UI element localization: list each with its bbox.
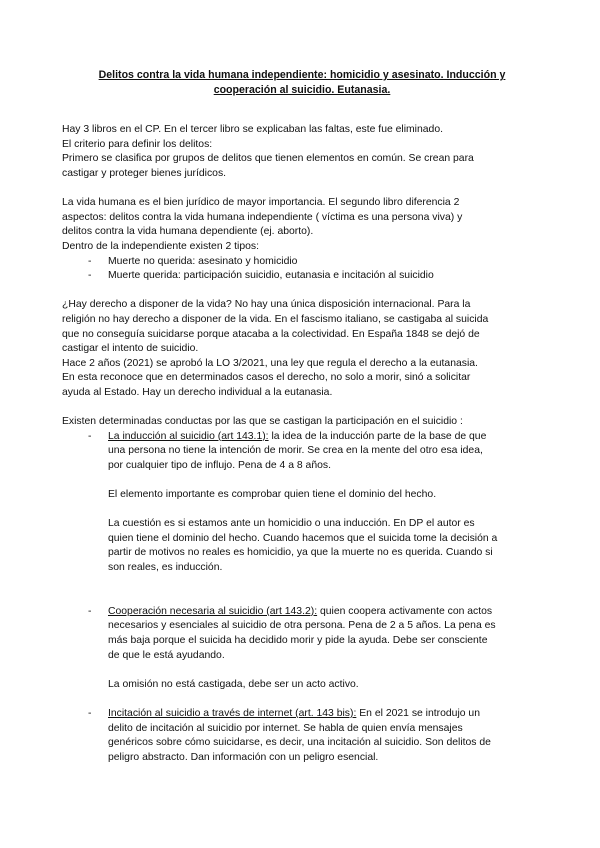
- cuestion-line: son reales, es inducción.: [108, 562, 223, 573]
- cuestion-line: La cuestión es si estamos ante un homicidio o una inducción. En DP el autor es: [108, 518, 475, 530]
- intro-line: El criterio para definir los delitos:: [62, 138, 213, 150]
- incitacion-line: delito de incitación al suicidio por internet. Se habla de quien envía mensajes: [108, 722, 463, 734]
- derecho-line: castigar el intento de suicidio.: [62, 343, 199, 355]
- derecho-line: ayuda al Estado. Hay un derecho individual a la eutanasia.: [62, 386, 333, 398]
- intro-line: Primero se clasifica por grupos de delitos que tienen elementos en común. Se crean para: [62, 153, 474, 165]
- tipos-list: [62, 255, 542, 284]
- title-line-1: Delitos contra la vida humana independiente: homicidio y asesinato. Inducción y: [98, 69, 506, 81]
- cuestion-line: quien tiene el dominio del hecho. Cuando hacemos que el suicida tome la decisión a: [108, 532, 498, 544]
- cooperacion-item: [88, 605, 542, 707]
- induccion-heading: La inducción al suicidio (art 143.1):: [108, 430, 269, 442]
- document-page: [62, 68, 542, 765]
- conductas-list: [62, 430, 542, 766]
- cooperacion-heading: Cooperación necesaria al suicidio (art 143.2):: [108, 605, 318, 617]
- list-item: - Muerte no querida: asesinato y homicidio: [88, 255, 542, 270]
- incitacion-text: En el 2021 se introdujo un: [356, 707, 480, 719]
- derecho-line: ¿Hay derecho a disponer de la vida? No hay una única disposición internacional. Para la: [62, 299, 471, 311]
- induccion-line: por cualquier tipo de influjo. Pena de 4 a 8 años.: [108, 459, 331, 471]
- induccion-text: la idea de la inducción parte de la base de que: [268, 430, 487, 442]
- incitacion-item: [88, 707, 542, 765]
- derecho-line: religión no hay derecho a disponer de la vida. En el fascismo italiano, se castigaba al suicida: [62, 313, 489, 325]
- list-item: - Muerte querida: participación suicidio, eutanasia e incitación al suicidio: [88, 269, 542, 284]
- derecho-line: Hace 2 años (2021) se aprobó la LO 3/2021, una ley que regula el derecho a la eutanasia.: [62, 357, 478, 369]
- cooperacion-line: de que le está ayudando.: [108, 649, 225, 661]
- title-line-2: cooperación al suicidio. Eutanasia.: [213, 83, 391, 96]
- induccion-dominio: El elemento importante es comprobar quien tiene el dominio del hecho.: [108, 489, 437, 501]
- induccion-item: [88, 430, 542, 591]
- cooperacion-line: necesarios y esenciales al suicidio de otra persona. Pena de 2 a 5 años. La pena es: [108, 620, 496, 632]
- incitacion-heading: Incitación al suicidio a través de internet (art. 143 bis):: [108, 707, 357, 719]
- document-title: [62, 68, 542, 97]
- cooperacion-line: más baja porque el suicida ha decidido morir y pide la ayuda. Debe ser consciente: [108, 634, 488, 646]
- intro-line: castigar y proteger bienes jurídicos.: [62, 167, 227, 179]
- incitacion-line: peligro abstracto. Dan información con un peligro esencial.: [108, 751, 379, 763]
- derecho-line: que no conseguía suicidarse porque atacaba a la colectividad. En España 1848 se dejó de: [62, 328, 480, 340]
- derecho-line: En esta reconoce que en determinados casos el derecho, no solo a morir, sinó a solicitar: [62, 372, 471, 384]
- conductas-intro: Existen determinadas conductas por las que se castigan la participación en el suicidio :: [62, 416, 463, 428]
- vida-paragraph: [62, 196, 542, 254]
- cooperacion-text: quien coopera activamente con actos: [317, 605, 493, 617]
- incitacion-line: genéricos sobre cómo suicidarse, es decir, una incitación al suicidio. Son delitos de: [108, 737, 491, 749]
- cooperacion-omision: La omisión no está castigada, debe ser un acto activo.: [108, 678, 359, 690]
- vida-line: delitos contra la vida humana dependiente (ej. aborto).: [62, 226, 314, 238]
- intro-line: Hay 3 libros en el CP. En el tercer libro se explicaban las faltas, este fue eliminado.: [62, 124, 443, 136]
- cuestion-line: partir de motivos no reales es homicidio, ya que la muerte no es querida. Cuando si: [108, 547, 493, 559]
- induccion-line: una persona no tiene la intención de morir. Se crea en la mente del otro esa idea,: [108, 445, 483, 457]
- vida-line: Dentro de la independiente existen 2 tipos:: [62, 240, 259, 252]
- intro-paragraph: [62, 123, 542, 181]
- vida-line: La vida humana es el bien jurídico de mayor importancia. El segundo libro diferencia 2: [62, 197, 460, 209]
- induccion-cuestion: [108, 517, 542, 575]
- vida-line: aspectos: delitos contra la vida humana independiente ( víctima es una persona viva) y: [62, 211, 463, 223]
- derecho-paragraph: [62, 298, 542, 400]
